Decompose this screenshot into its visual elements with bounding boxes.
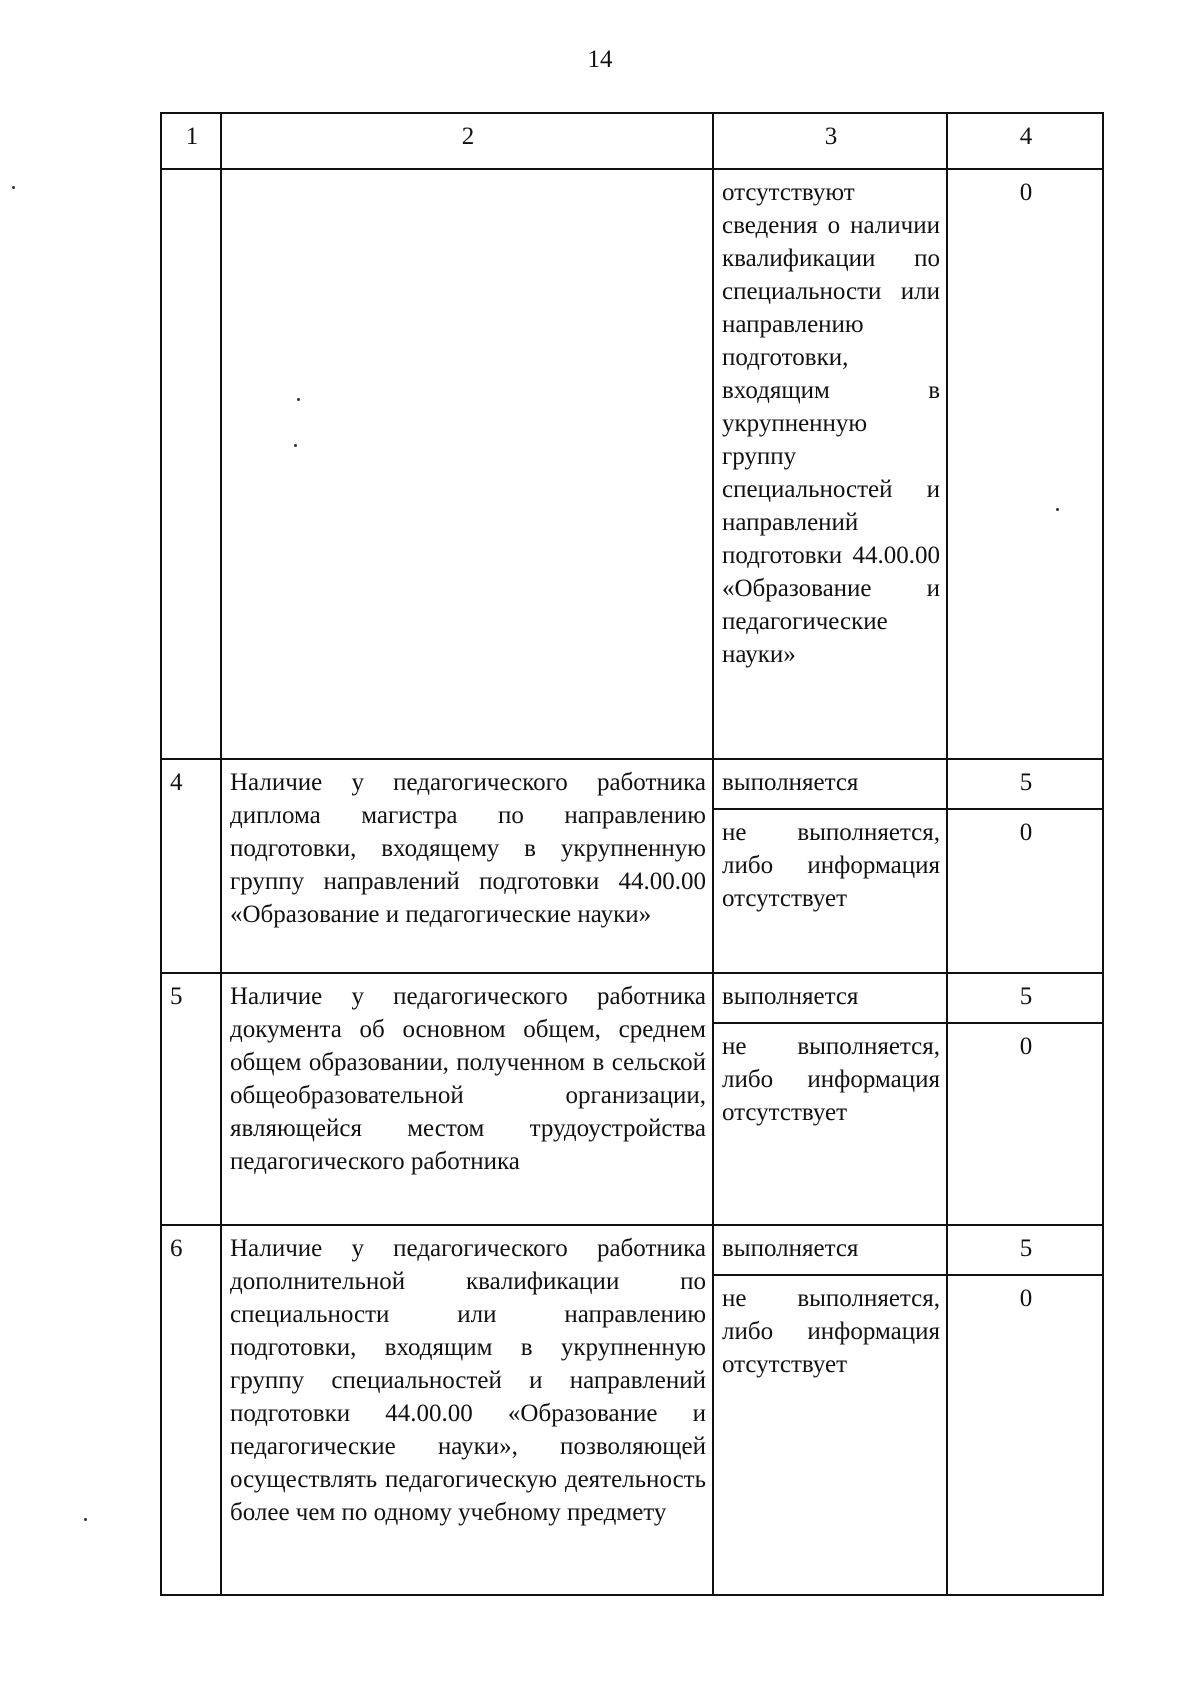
row-number: 6 bbox=[161, 1225, 221, 1595]
outcome-met-label: выполняется bbox=[713, 1225, 947, 1275]
row-number: 5 bbox=[161, 973, 221, 1225]
scan-speck bbox=[12, 186, 15, 189]
continuation-score: 0 bbox=[947, 169, 1103, 759]
continuation-outcome: отсутствуют сведения о наличии квалификации по специальности или направлению подготовки, входящим в укрупненную группу специальностей и направлений подготовки 44.00.00 «Образование и педагогические науки» bbox=[713, 169, 947, 759]
outcome-met-score: 5 bbox=[947, 1225, 1103, 1275]
header-col-4: 4 bbox=[947, 113, 1103, 169]
table-row-continuation bbox=[161, 169, 1103, 759]
outcome-not-met-score: 0 bbox=[947, 809, 1103, 973]
scan-speck bbox=[294, 444, 297, 447]
outcome-met-label: выполняется bbox=[713, 973, 947, 1023]
outcome-met-score: 5 bbox=[947, 973, 1103, 1023]
header-col-2: 2 bbox=[221, 113, 713, 169]
outcome-not-met-score: 0 bbox=[947, 1275, 1103, 1595]
header-col-1: 1 bbox=[161, 113, 221, 169]
scan-speck bbox=[84, 1518, 87, 1521]
row-criterion: Наличие у педагогического работника диплома магистра по направлению подготовки, входящему в укрупненную группу направлений подготовки 44.00.00 «Образование и педагогические науки» bbox=[221, 759, 713, 973]
criteria-table bbox=[160, 112, 1104, 1596]
continuation-criterion-cell bbox=[221, 169, 713, 759]
table-row-4 bbox=[161, 759, 1103, 809]
outcome-not-met-label: не выполняется, либо информация отсутствует bbox=[713, 1023, 947, 1225]
scan-speck bbox=[1056, 508, 1059, 511]
outcome-met-score: 5 bbox=[947, 759, 1103, 809]
outcome-not-met-label: не выполняется, либо информация отсутствует bbox=[713, 1275, 947, 1595]
outcome-not-met-label: не выполняется, либо информация отсутствует bbox=[713, 809, 947, 973]
row-criterion: Наличие у педагогического работника документа об основном общем, среднем общем образовании, полученном в сельской общеобразовательной организации, являющейся местом трудоустройства педагогического работника bbox=[221, 973, 713, 1225]
row-criterion: Наличие у педагогического работника дополнительной квалификации по специальности или направлению подготовки, входящим в укрупненную группу специальностей и направлений подготовки 44.00.00 «Образование и педагогические науки», позволяющей осуществлять педагогическую деятельность более чем по одному учебному предмету bbox=[221, 1225, 713, 1595]
continuation-number-cell bbox=[161, 169, 221, 759]
header-col-3: 3 bbox=[713, 113, 947, 169]
outcome-not-met-score: 0 bbox=[947, 1023, 1103, 1225]
outcome-met-label: выполняется bbox=[713, 759, 947, 809]
table-row-6 bbox=[161, 1225, 1103, 1275]
scan-speck bbox=[297, 398, 300, 401]
table-header-row bbox=[161, 113, 1103, 169]
page-number: 14 bbox=[587, 46, 613, 73]
row-number: 4 bbox=[161, 759, 221, 973]
table-row-5 bbox=[161, 973, 1103, 1023]
